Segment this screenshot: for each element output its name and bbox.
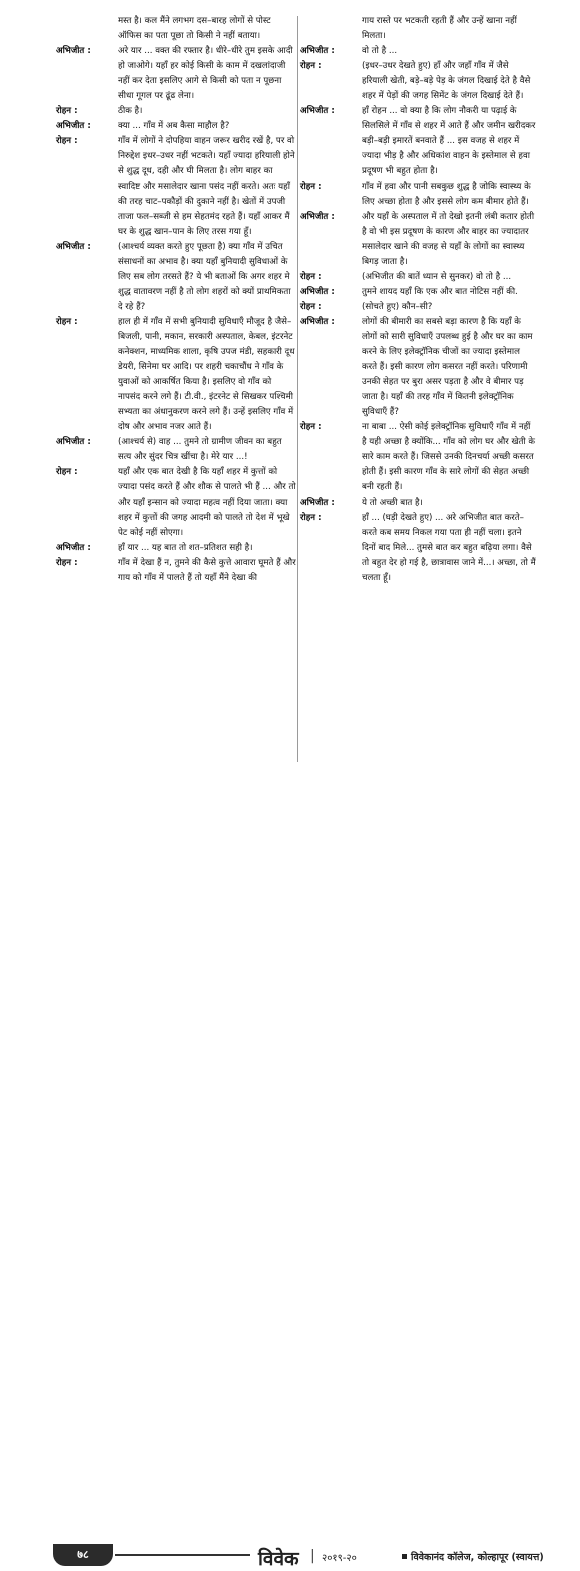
dialogue-text: ये तो अच्छी बात है। [362,497,423,508]
dialogue-text: (आश्चर्य व्यक्त करते हुए पूछता है) क्या गाँव में उचित संसाधनों का अभाव है। क्या यहाँ बुनियादी सुविधाओं के लिए सब लोग तरसते हैं? ये भी बताओं कि अगर शहर मे शुद्ध वातावरण नहीं है तो लोग शहरों को क्यों प्राथमिकता दे रहे हैं? [118,241,291,312]
dialogue-text: ना बाबा ... ऐसी कोई इलेक्ट्रॉनिक सुविधाएँ गाँव में नहीं है यही अच्छा है क्योंकि... गाँव को लोग घर और खेती के सारे काम करते हैं। जिससे उनकी दिनचर्या अच्छी कसरत होती हैं। इसी कारण गाँव के सारे लोगों की सेहत अच्छी बनी रहती हैं। [362,422,535,493]
dialogue-text: गाय रास्ते पर भटकती रहती हैं और उन्हें खाना नहीं मिलता। [362,16,517,42]
dialogue-entry [56,44,296,104]
speaker-label: अभिजीत : [300,316,335,327]
speaker-label: रोहन : [300,512,322,523]
left-column [56,14,296,586]
dialogue-entry [56,315,296,435]
dialogue-entry [56,240,296,315]
dialogue-entry [300,511,536,586]
page-number: ७८ [77,1548,89,1561]
dialogue-entry [56,104,296,119]
dialogue-text: लोगों की बीमारी का सबसे बड़ा कारण है कि यहाँ के लोगों को सारी सुविधाएँ उपलब्ध हुई है और घर का काम करने के लिए इलेक्ट्रॉनिक चीजों का ज्यादा इस्तेमाल करते हैं। इसी कारण लोग कसरत नहीं करते। परिणामी उनकी सेहत पर बुरा असर पड़ता है और वे बीमार पड़ जाता है। यहाँ की तरह गाँव में कितनी इलेक्ट्रॉनिक सुविधाएँ हैं? [362,316,533,418]
dialogue-text: अरे यार ... वक्त की रफ्तार है। धीरे–धीरे तुम इसके आदी हो जाओगे। यहाँ हर कोई किसी के काम में दखलांदाजी नहीं कर देता इसलिए आगे से किसी को पता न पूछना सीधा गूगल पर ढूंढ लेना। [118,46,293,102]
dialogue-text: (आश्चर्य से) वाह ... तुमने तो ग्रामीण जीवन का बहुत सत्य और सुंदर चित्र खींचा है। मेरे यार ...! [118,437,282,463]
dialogue-text: और यहाँ के अस्पताल में तो देखो इतनी लंबी कतार होती है वो भी इस प्रदूषण के कारण और बाहर का ज्यादातर मसालेदार खाने की वजह से यहाँ के लोगों का स्वास्थ्य बिगड़ जाता है। [362,211,535,267]
magazine-logo: विवेक [258,1548,299,1570]
right-column [300,14,536,586]
speaker-label: रोहन : [56,106,78,117]
dialogue-text: हाँ रोहन ... वो क्या है कि लोग नौकरी या पढ़ाई के सिलसिले में गाँव से शहर में आते हैं और जमीन खरीदकर बड़ी–बड़ी इमारतें बनवाते हैं ... इस वजह से शहर में ज्यादा भीड़ है और अधिकांश वाहन के इस्तेमाल से हवा प्रदूषण भी बहुत होता है। [362,106,536,177]
dialogue-entry [300,180,536,210]
speaker-label: रोहन : [56,136,78,147]
dialogue-entry [56,119,296,134]
dialogue-text: गाँव में लोगों ने दोपहिया वाहन जरूर खरीद रखें है, पर वो निरुद्देश इधर–उधर नहीं भटकते। यहाँ ज्यादा हरियाली होने से शुद्ध दूध, दही और घी मिलता है। लोग बाहर का स्वादिष्ट और मसालेदार खाना पसंद नहीं करते। अतः यहाँ की तरह चाट–पकौड़ों की दुकाने नहीं है। खेतों में उपजी ताजा फल–सब्जी से हम सेहतमंद रहते हैं। यहाँ आकर मैं घर के शुद्ध खान–पान के लिए तरस गया हूँ। [118,136,295,237]
speaker-label: रोहन : [56,316,78,327]
dialogue-text: हाँ यार ... यह बात तो शत–प्रतिशत सही है। [118,542,253,553]
page-number-tab [53,1544,113,1566]
dialogue-entry [300,496,536,511]
dialogue-text: गाँव में हवा और पानी सबकुछ शुद्ध है जोकि स्वास्थ्य के लिए अच्छा होता है और इससे लोग कम बीमार होते हैं। [362,181,531,207]
dialogue-entry [300,270,536,285]
dialogue-entry [56,14,296,44]
dialogue-text: वो तो है ... [362,46,398,57]
speaker-label: रोहन : [300,271,322,282]
dialogue-entry [56,465,296,540]
speaker-label: अभिजीत : [56,437,91,448]
college-name: विवेकानंद कॉलेज, कोल्हापूर (स्वायत्त) [411,1552,544,1563]
speaker-label: अभिजीत : [300,106,335,117]
dialogue-entry [300,210,536,270]
speaker-label: रोहन : [300,181,322,192]
dialogue-entry [56,134,296,239]
dialogue-entry [300,14,536,44]
dialogue-entry [300,104,536,179]
speaker-label: अभिजीत : [300,211,335,222]
dialogue-text: मस्त है। कल मैंने लगभग दस–बारह लोगों से पोस्ट ऑफिस का पता पूछा तो किसी ने नहीं बताया। [118,16,271,42]
dialogue-entry [56,435,296,465]
speaker-label [56,14,118,44]
dialogue-entry [56,541,296,556]
dialogue-entry [300,59,536,104]
dialogue-entry [56,556,296,586]
dialogue-text: हाल ही में गाँव में सभी बुनियादी सुविधाएँ मौजूद है जैसे– बिजली, पानी, मकान, सरकारी अस्पताल, केबल, इंटरनेट कनेक्शन, माध्यमिक शाला, कृषि उपज मंडी, सहकारी दूध डेयरी, सिनेमा घर आदि। पर शहरी चकाचौंध ने गाँव के युवाओं को आकर्षित किया है। इसलिए वो गाँव को नापसंद करने लगे हैं। टी.वी., इंटरनेट से सिखकर पश्चिमी सभ्यता का अंधानुकरण करने लगे हैं। उन्हें इसलिए गाँव में दोष और अभाव नजर आते हैं। [118,316,295,433]
speaker-label: अभिजीत : [56,542,91,553]
speaker-label: रोहन : [56,467,78,478]
speaker-label: अभिजीत : [56,46,91,57]
dialogue-entry [300,315,536,420]
speaker-label: रोहन : [300,422,322,433]
dialogue-text: तुमने शायद यहाँ कि एक और बात नोटिस नहीं की. [362,286,518,297]
dialogue-text: (इधर–उधर देखते हुए) हाँ और जहाँ गाँव में जैसे हरियाली खेती, बड़े–बड़े पेड़ के जंगल दिखाई देते है वैसे शहर में पेड़ों की जगह सिमेंट के जंगल दिखाई देते हैं। [362,61,531,102]
dialogue-text: (सोचते हुए) कौन–सी? [362,301,433,312]
speaker-label: रोहन : [56,557,78,568]
speaker-label: अभिजीत : [300,46,335,57]
footer-separator: | [310,1548,315,1564]
dialogue-text: ठीक है। [118,106,143,117]
dialogue-text: हाँ ... (घड़ी देखते हुए) ... अरे अभिजीत बात करते–करते कब समय निकल गया पता ही नहीं चला। इतने दिनों बाद मिले... तुमसे बात कर बहुत बढ़िया लगा। वैसे तो बहुत देर हो गई है, छात्रावास जाने में...। अच्छा, तो मैं चलता हूँ। [362,512,536,583]
speaker-label: अभिजीत : [300,286,335,297]
page-footer [0,772,580,1570]
footer-rule [115,1554,250,1556]
speaker-label: अभिजीत : [56,241,91,252]
dialogue-text: यहाँ और एक बात देखी है कि यहाँ शहर में कुत्तों को ज्यादा पसंद करते हैं और शौक से पालते भी हैं ... और तो और यहाँ इन्सान को ज्यादा महत्व नहीं दिया जाता। क्या शहर में कुत्तों की जगह आदमी को पालते तो देश में भूखे पेट कोई नहीं सोएगा। [118,467,296,538]
dialogue-entry [300,300,536,315]
dialogue-entry [300,285,536,300]
academic-year: २०१९-२० [322,1553,357,1564]
speaker-label: रोहन : [300,301,322,312]
dialogue-text: क्या ... गाँव में अब कैसा माहौल है? [118,121,230,132]
speaker-label [300,14,362,44]
dialogue-text: (अभिजीत की बातें ध्यान से सुनकर) वो तो है ... [362,271,512,282]
dialogue-entry [300,420,536,495]
speaker-label: रोहन : [300,61,322,72]
speaker-label: अभिजीत : [300,497,335,508]
dialogue-text: गाँव में देखा हैं न, तुमने की कैसे कुत्ते आवारा घूमते हैं और गाय को गाँव में पालते हैं तो यहाँ मैंने देखा की [118,557,296,583]
dialogue-entry [300,44,536,59]
speaker-label: अभिजीत : [56,121,91,132]
bullet-square-icon [402,1554,407,1559]
column-divider [297,16,298,762]
